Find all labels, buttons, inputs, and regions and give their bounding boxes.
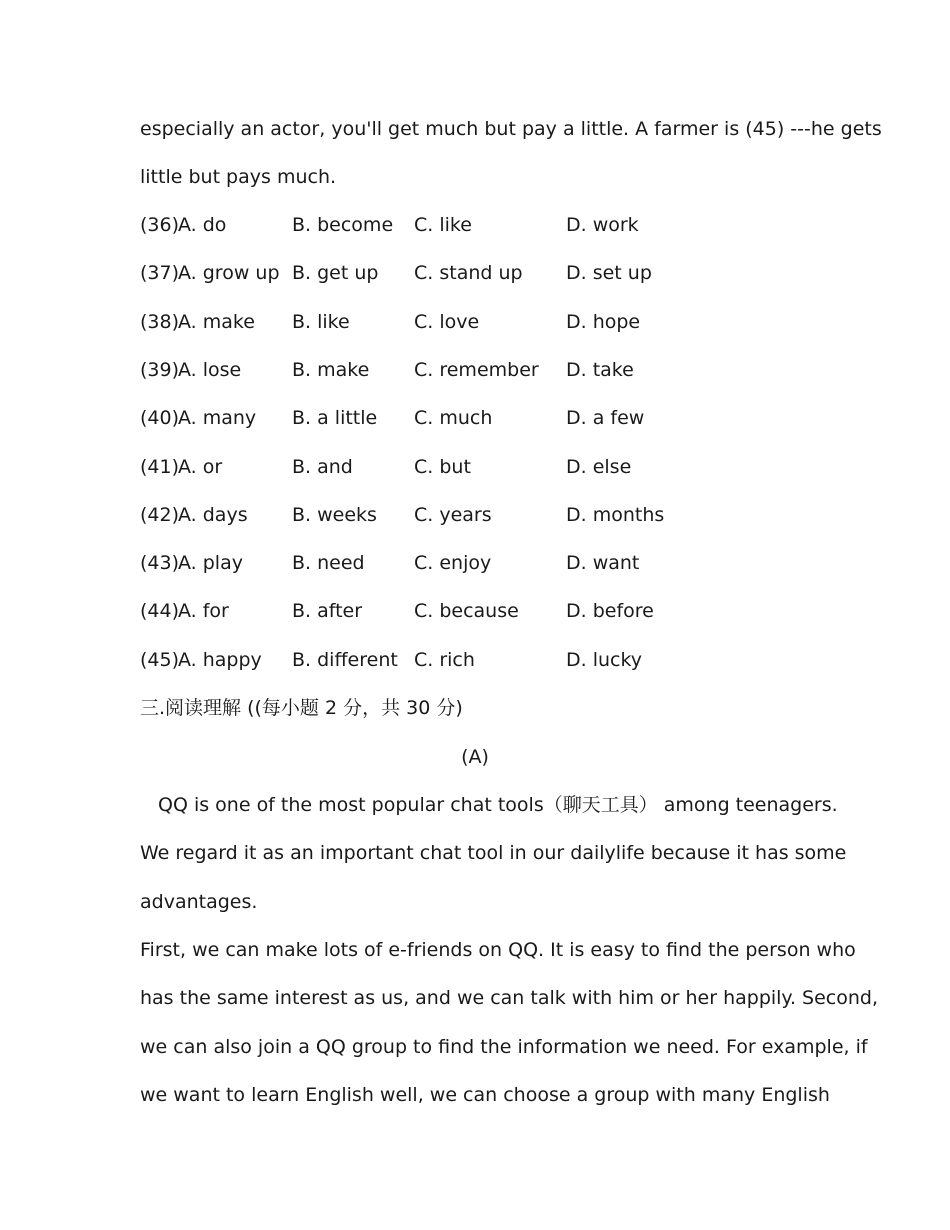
- option-d: D. lucky: [566, 649, 643, 671]
- option-b: B. a little: [292, 407, 378, 429]
- question-number: (45): [140, 649, 180, 671]
- passage-line: We regard it as an important chat tool in our dailylife because it has some: [140, 842, 847, 864]
- option-d: D. take: [566, 359, 634, 381]
- question-number: (39): [140, 359, 180, 381]
- option-c: C. stand up: [414, 262, 523, 284]
- option-c: C. but: [414, 456, 471, 478]
- option-b: B. weeks: [292, 504, 377, 526]
- option-c: C. enjoy: [414, 552, 492, 574]
- passage-line: we can also join a QQ group to find the information we need. For example, if: [140, 1036, 868, 1058]
- option-b: B. make: [292, 359, 370, 381]
- option-a: A. happy: [178, 649, 262, 671]
- question-number: (44): [140, 600, 180, 622]
- question-number: (38): [140, 311, 180, 333]
- option-d: D. work: [566, 214, 639, 236]
- option-c: C. rich: [414, 649, 475, 671]
- passage-line: advantages.: [140, 891, 258, 913]
- option-b: B. need: [292, 552, 365, 574]
- option-a: A. lose: [178, 359, 242, 381]
- option-c: C. because: [414, 600, 519, 622]
- option-a: A. make: [178, 311, 255, 333]
- option-b: B. like: [292, 311, 350, 333]
- question-row: [140, 403, 840, 433]
- passage-label: (A): [461, 746, 489, 768]
- option-d: D. want: [566, 552, 640, 574]
- option-a: A. or: [178, 456, 223, 478]
- question-number: (41): [140, 456, 180, 478]
- passage-line: little but pays much.: [140, 166, 337, 188]
- option-d: D. else: [566, 456, 632, 478]
- question-number: (42): [140, 504, 180, 526]
- section-heading: 三.阅读理解 ((每小题 2 分，共 30 分): [140, 697, 463, 719]
- question-row: [140, 596, 840, 626]
- passage-line: First, we can make lots of e-friends on QQ. It is easy to find the person who: [140, 939, 856, 961]
- option-b: B. different: [292, 649, 398, 671]
- option-b: B. become: [292, 214, 394, 236]
- question-number: (43): [140, 552, 180, 574]
- option-b: B. after: [292, 600, 363, 622]
- option-d: D. hope: [566, 311, 641, 333]
- question-number: (37): [140, 262, 180, 284]
- option-d: D. set up: [566, 262, 652, 284]
- option-d: D. a few: [566, 407, 645, 429]
- question-row: [140, 307, 840, 337]
- option-a: A. play: [178, 552, 243, 574]
- passage-line: QQ is one of the most popular chat tools（聊天工具） among teenagers.: [158, 794, 838, 816]
- option-a: A. do: [178, 214, 227, 236]
- passage-line: has the same interest as us, and we can talk with him or her happily. Second,: [140, 987, 879, 1009]
- option-b: B. and: [292, 456, 353, 478]
- question-number: (36): [140, 214, 180, 236]
- option-c: C. remember: [414, 359, 539, 381]
- option-c: C. like: [414, 214, 472, 236]
- question-row: [140, 645, 840, 675]
- passage-line: especially an actor, you'll get much but pay a little. A farmer is (45) ---he gets: [140, 118, 882, 140]
- question-row: [140, 452, 840, 482]
- question-number: (40): [140, 407, 180, 429]
- question-row: [140, 500, 840, 530]
- option-c: C. much: [414, 407, 493, 429]
- question-row: [140, 210, 840, 240]
- question-row: [140, 258, 840, 288]
- question-row: [140, 548, 840, 578]
- option-a: A. many: [178, 407, 257, 429]
- question-row: [140, 355, 840, 385]
- option-c: C. years: [414, 504, 492, 526]
- passage-line: we want to learn English well, we can choose a group with many English: [140, 1084, 830, 1106]
- option-d: D. months: [566, 504, 665, 526]
- option-a: A. days: [178, 504, 248, 526]
- option-a: A. grow up: [178, 262, 280, 284]
- option-a: A. for: [178, 600, 229, 622]
- option-d: D. before: [566, 600, 654, 622]
- option-c: C. love: [414, 311, 480, 333]
- option-b: B. get up: [292, 262, 379, 284]
